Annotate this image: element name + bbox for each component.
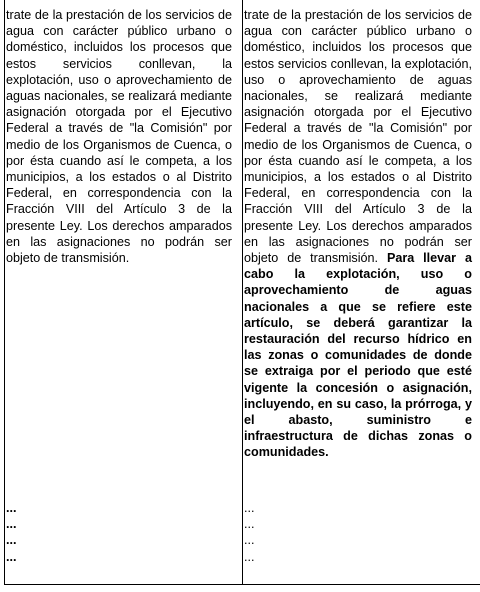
ellipsis: ...	[6, 549, 17, 564]
right-paragraph	[244, 7, 472, 461]
right-ellipses	[244, 500, 255, 565]
left-paragraph: trate de la prestación de los servicios de agua con carácter público urbano o doméstico, incluidos los procesos que estos servicios conllevan, la explotación, uso o aprovechamiento de aguas nacionales, se realizará mediante asignación otorgada por el Ejecutivo Federal a través de "la Comisión" por medio de los Organismos de Cuenca, o por ésta cuando así le competa, a los municipios, a los estados o al Distrito Federal, en correspondencia con la Fracción VIII del Artículo 3 de la presente Ley. Los derechos amparados en las asignaciones no podrán ser objeto de transmisión.	[6, 8, 232, 266]
right-paragraph-original: trate de la prestación de los servicios de agua con carácter público urbano o doméstico, incluidos los procesos que estos servicios conllevan, la explotación, uso o aprovechamiento de aguas nacionales, se realizará mediante asignación otorgada por el Ejecutivo Federal a través de "la Comisión" por medio de los Organismos de Cuenca, o por ésta cuando así le competa, a los municipios, a los estados o al Distrito Federal, en correspondencia con la Fracción VIII del Artículo 3 de la presente Ley. Los derechos amparados en las asignaciones no podrán ser objeto de transmisión.	[244, 8, 472, 266]
ellipsis: ...	[244, 549, 255, 564]
ellipsis: ...	[244, 533, 255, 548]
right-paragraph-added: Para llevar a cabo la explotación, uso o aprovechamiento de aguas nacionales a que se refiere este artículo, se deberá garantizar la restauración del recurso hídrico en las zonas o comunidades de donde se extraiga por el periodo que esté vigente la concesión o asignación, incluyendo, en su caso, la prórroga, y el abasto, suministro e infraestructura de dichas zonas o comunidades.	[244, 251, 472, 460]
ellipsis: ...	[244, 501, 255, 515]
ellipsis: ...	[6, 501, 17, 515]
ellipsis: ...	[6, 533, 17, 548]
right-column-text	[244, 7, 472, 461]
ellipsis: ...	[6, 517, 17, 532]
left-column-text	[6, 7, 232, 266]
ellipsis: ...	[244, 517, 255, 532]
left-ellipses	[6, 500, 17, 565]
column-divider	[242, 0, 243, 584]
